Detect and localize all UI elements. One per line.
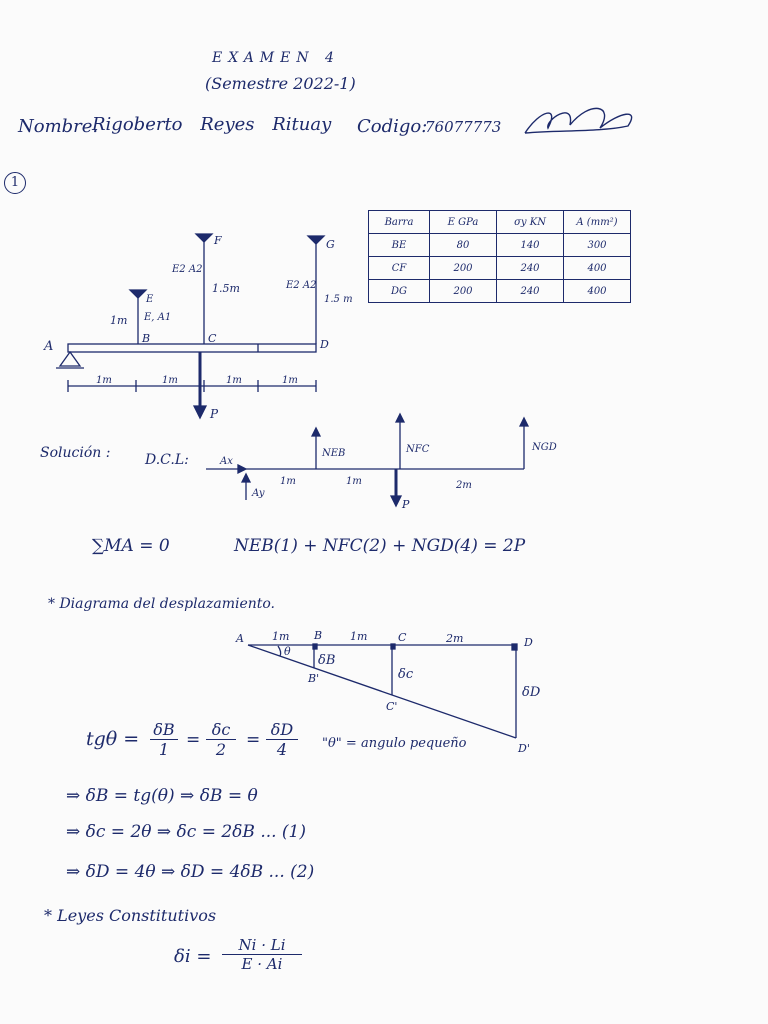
fraction-1 [150,720,178,759]
fraction-1-num: δB [150,720,178,740]
table-cell: 240 [497,280,564,303]
span-4: 1m [282,375,298,386]
rod-dg-props: E2 A2 [286,280,317,291]
laws-denominator: E · Ai [241,955,283,973]
laws-fraction [222,936,302,973]
exam-title: EXAMEN 4 [212,50,340,66]
table-cell: CF [369,257,430,280]
problem-number-text: 1 [10,175,20,190]
equals-2: = [246,730,261,750]
label-A: A [44,339,54,354]
fraction-2-num: δc [206,720,236,740]
disp-span-3: 2m [446,632,464,645]
equation-line-3: ⇒ δD = 4θ ⇒ δD = 4δB ... (2) [66,862,315,882]
laws-numerator: Ni · Li [222,936,302,955]
force-Ax: Ax [220,456,233,467]
disp-span-2: 1m [350,630,368,643]
force-P: P [402,498,410,511]
table-cell: 400 [564,257,631,280]
table-cell: 200 [430,257,497,280]
disp-span-1: 1m [272,630,290,643]
fraction-2 [206,720,236,759]
label-G: G [326,238,335,251]
label-E: E [146,294,154,305]
moment-equation-right: NEB(1) + NFC(2) + NGD(4) = 2P [234,536,526,556]
table-cell: 240 [497,257,564,280]
force-NGD: NGD [532,442,557,453]
laws-lhs: δi = [174,946,212,967]
disp-A: A [236,632,244,645]
rod-be-length: 1m [110,314,128,327]
table-cell: 80 [430,234,497,257]
table-header: Barra [369,211,430,234]
rod-cf-length: 1.5m [212,282,240,295]
force-Ay: Ay [252,488,265,499]
disp-B: B [314,629,323,642]
force-NEB: NEB [322,448,346,459]
table-header: E GPa [430,211,497,234]
disp-Bp: B' [308,672,320,685]
fraction-2-den: 2 [215,740,227,759]
rod-be-props: E, A1 [144,312,172,323]
disp-D: D [524,636,533,649]
table-header: A (mm²) [564,211,631,234]
fraction-1-den: 1 [158,740,170,759]
disp-C: C [398,631,407,644]
equation-line-2: ⇒ δc = 2θ ⇒ δc = 2δB ... (1) [66,822,307,842]
fraction-3 [266,720,298,759]
label-B: B [142,332,151,345]
disp-Cp: C' [386,700,398,713]
label-F: F [214,234,222,247]
fraction-3-num: δD [266,720,298,740]
span-3: 1m [226,375,242,386]
equation-line-1: ⇒ δB = tg(θ) ⇒ δB = θ [66,786,258,806]
displacement-heading: * Diagrama del desplazamiento. [48,596,276,612]
table-cell: 400 [564,280,631,303]
rod-dg-length: 1.5 m [324,294,353,305]
load-P: P [210,407,219,421]
table-cell: 200 [430,280,497,303]
span-2: 1m [162,375,178,386]
laws-heading: * Leyes Constitutivos [44,906,217,925]
disp-dB: δB [318,653,336,668]
small-angle-note: "θ" = angulo pequeño [322,736,467,751]
table-cell: 140 [497,234,564,257]
code-value: 76077773 [425,118,502,136]
label-D: D [320,338,329,351]
label-C: C [208,332,217,345]
table-cell: DG [369,280,430,303]
rod-cf-props: E2 A2 [172,264,203,275]
force-NFC: NFC [406,444,430,455]
fbd-span-3: 2m [456,480,472,491]
dcl-label: D.C.L: [145,452,189,468]
moment-equation-left: ∑MA = 0 [92,536,170,556]
name-label: Nombre. [18,116,99,137]
disp-dD: δD [522,685,541,700]
fbd-span-1: 1m [280,476,296,487]
code-label: Codigo: [357,116,428,137]
equals-1: = [186,730,201,750]
disp-theta: θ [284,645,291,658]
table-cell: 300 [564,234,631,257]
table-header: σy KN [497,211,564,234]
table-cell: BE [369,234,430,257]
tg-theta: tgθ = [86,728,140,750]
exam-subtitle: (Semestre 2022-1) [205,74,356,93]
fraction-3-den: 4 [276,740,288,759]
fbd-span-2: 1m [346,476,362,487]
disp-Dp: D' [518,742,530,755]
name-value: Rigoberto Reyes Rituay [92,114,332,135]
span-1: 1m [96,375,112,386]
disp-dC: δc [398,667,414,682]
solution-label: Solución : [40,445,111,461]
